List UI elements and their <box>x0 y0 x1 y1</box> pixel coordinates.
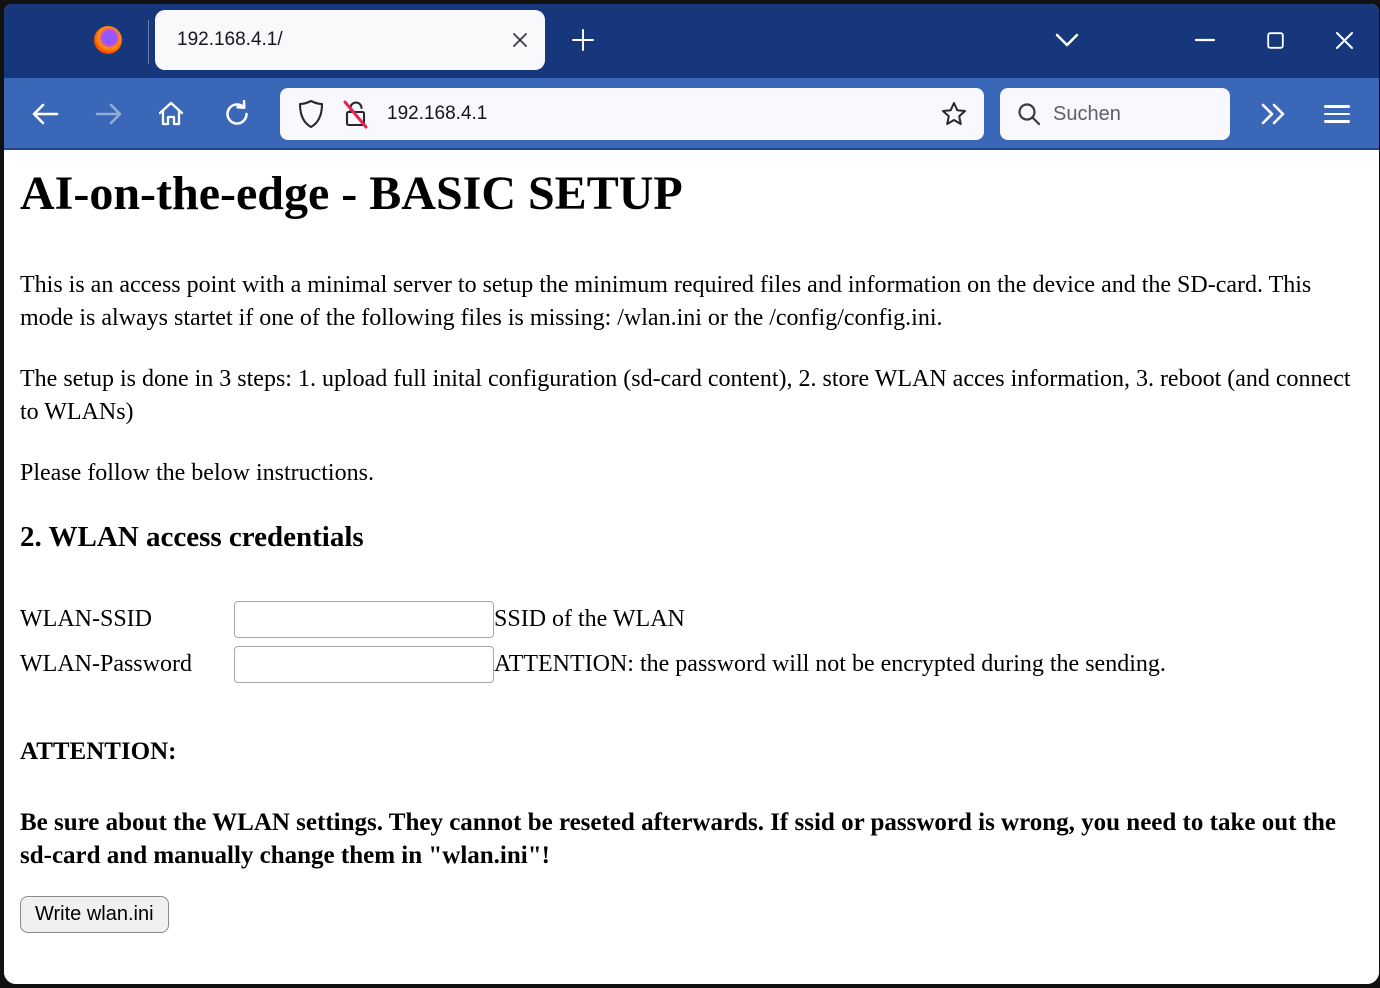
search-icon <box>1016 101 1042 127</box>
close-window-icon[interactable] <box>1334 30 1355 51</box>
search-box[interactable] <box>1000 88 1230 140</box>
new-tab-icon[interactable] <box>570 27 596 53</box>
minimize-window-icon[interactable] <box>1195 38 1215 42</box>
steps-paragraph: The setup is done in 3 steps: 1. upload full inital configuration (sd-card content), 2. store WLAN acces information, 3. reboot (and connect to WLANs) <box>20 366 1351 425</box>
browser-window <box>4 4 1379 984</box>
bookmark-star-icon[interactable] <box>940 100 968 128</box>
page-content <box>4 150 1379 984</box>
wlan-ssid-label: WLAN-SSID <box>20 606 152 632</box>
overflow-chevrons-icon[interactable] <box>1257 102 1289 126</box>
wlan-password-input[interactable] <box>234 646 494 683</box>
page-title: AI-on-the-edge - BASIC SETUP <box>20 167 683 220</box>
tab-close-icon[interactable] <box>509 29 531 51</box>
wlan-password-description: ATTENTION: the password will not be encrypted during the sending. <box>494 651 1166 677</box>
url-bar[interactable] <box>280 88 984 140</box>
firefox-logo-icon[interactable] <box>94 26 122 54</box>
navigation-toolbar <box>4 78 1379 150</box>
back-icon[interactable] <box>30 101 60 127</box>
intro-paragraph: This is an access point with a minimal server to setup the minimum required files and information on the device and the SD-card. This mode is always startet if one of the following files is missing: /wlan.ini or the /config/config.ini. <box>20 272 1312 331</box>
wlan-password-label: WLAN-Password <box>20 651 192 677</box>
insecure-lock-slash-icon[interactable] <box>341 98 371 130</box>
table-row <box>20 597 1166 642</box>
url-text: 192.168.4.1 <box>387 103 488 124</box>
search-placeholder: Suchen <box>1053 102 1121 125</box>
tracking-protection-shield-icon[interactable] <box>298 99 324 129</box>
write-wlan-ini-button[interactable]: Write wlan.ini <box>20 896 169 933</box>
home-icon[interactable] <box>156 99 186 129</box>
table-row <box>20 642 1166 687</box>
warning-paragraph: Be sure about the WLAN settings. They cannot be reseted afterwards. If ssid or password is wrong, you need to take out the sd-card and manually change them in "wlan.ini"! <box>20 809 1337 869</box>
wlan-form-table <box>20 597 1166 687</box>
forward-icon[interactable] <box>94 101 124 127</box>
wlan-ssid-description: SSID of the WLAN <box>494 606 685 632</box>
tab-bar <box>4 4 1379 78</box>
maximize-window-icon[interactable] <box>1267 32 1284 49</box>
menu-hamburger-icon[interactable] <box>1324 105 1350 123</box>
follow-paragraph: Please follow the below instructions. <box>20 460 374 486</box>
wlan-credentials-heading: 2. WLAN access credentials <box>20 521 364 553</box>
attention-heading: ATTENTION: <box>20 738 177 765</box>
active-tab[interactable] <box>155 10 545 70</box>
wlan-ssid-input[interactable] <box>234 601 494 638</box>
reload-icon[interactable] <box>223 100 251 128</box>
tab-title: 192.168.4.1/ <box>177 29 283 50</box>
list-tabs-chevron-down-icon[interactable] <box>1053 30 1081 50</box>
tab-divider <box>148 20 149 64</box>
